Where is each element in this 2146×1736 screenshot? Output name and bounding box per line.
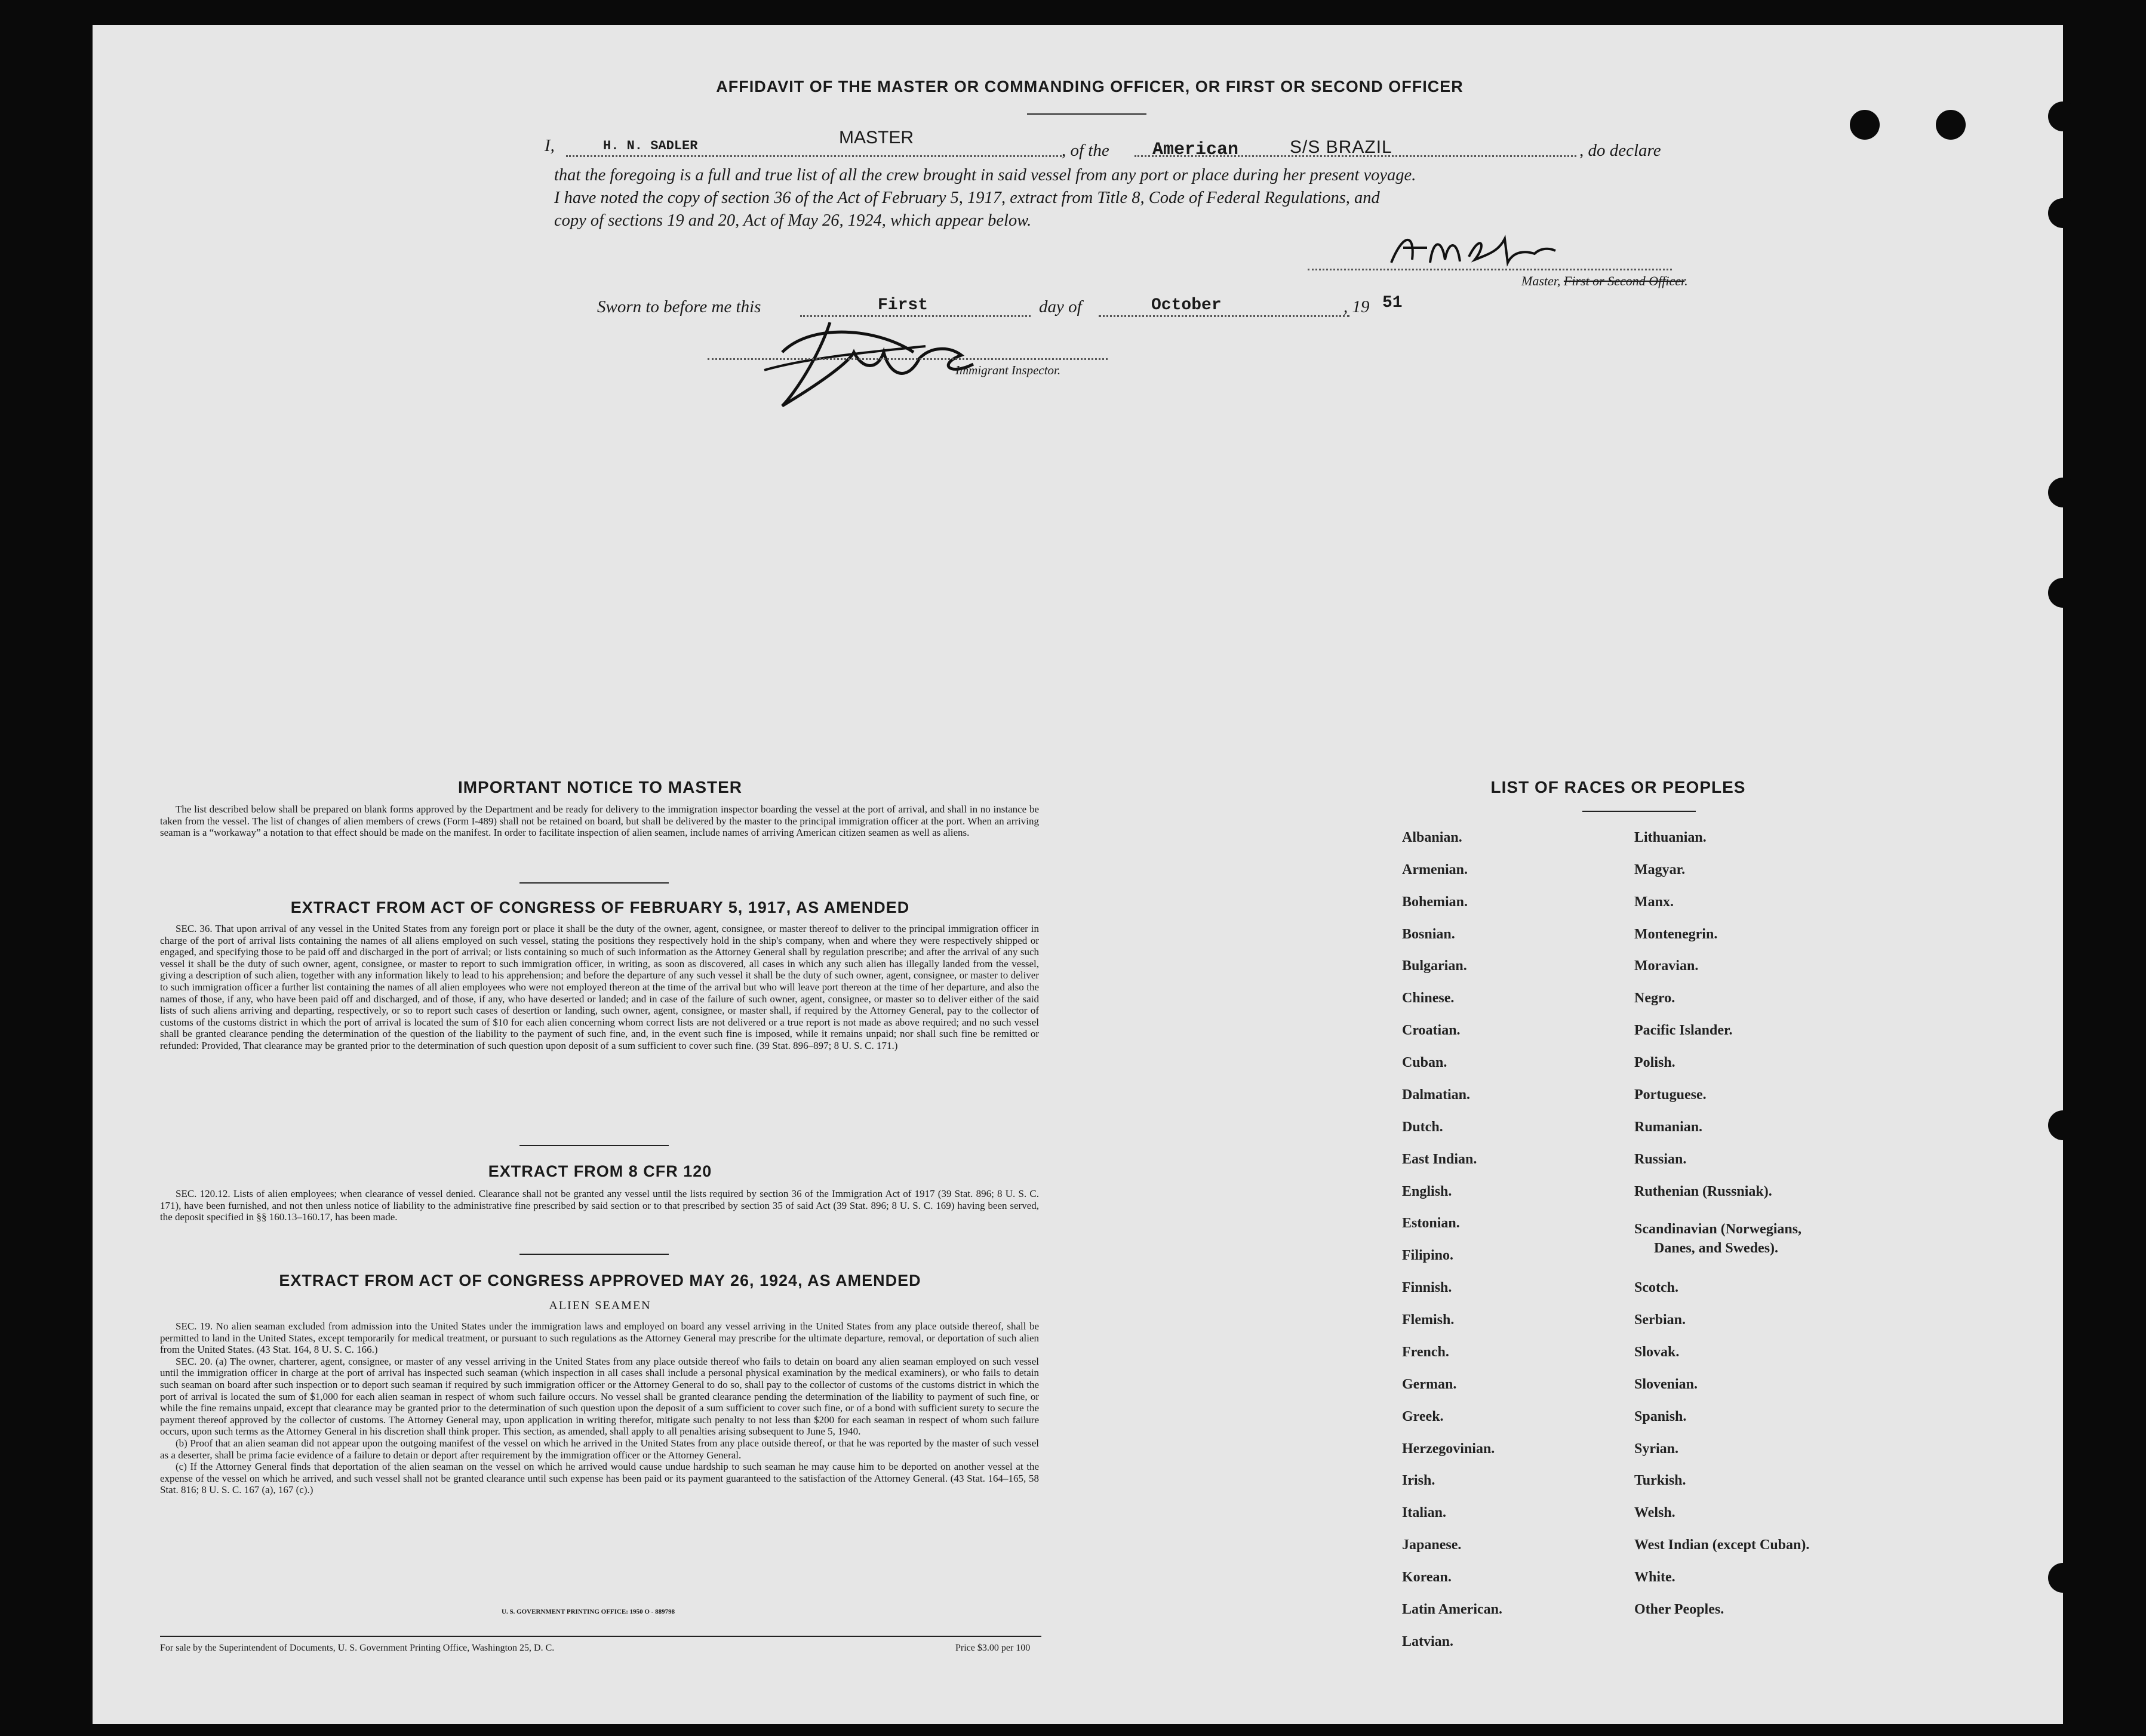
race-item: Serbian. <box>1634 1312 1686 1328</box>
extract-1924-sec20b: (b) Proof that an alien seaman did not appear upon the outgoing manifest of the vessel on which he arrived in the United States from any place outside thereof, or that he was reported by the master of such vessel as a deserter, shall be prima facie evidence of a failure to detain or deport after requirement by the immigration officer or the Attorney General. <box>160 1437 1039 1461</box>
race-item: Flemish. <box>1402 1312 1455 1328</box>
race-item: Negro. <box>1634 990 1675 1006</box>
race-item: Dalmatian. <box>1402 1087 1470 1103</box>
race-item: Greek. <box>1402 1409 1444 1424</box>
race-item: Italian. <box>1402 1505 1447 1520</box>
notice-text: The list described below shall be prepared on blank forms approved by the Department and be ready for delivery to the immigration inspector boarding the vessel at the port of arrival, and shall in no instance be taken from the vessel. The list of changes of alien members of crews (Form I-489) shall not be retained on board, but shall be delivered by the master to the principal immigration officer at the port. When an arriving seaman is a “workaway” a notation to that effect should be made on the manifest. In order to facilitate inspection of alien seamen, include names of arriving American citizen seamen as well as aliens. <box>160 804 1039 839</box>
vessel-nationality: American <box>1152 140 1239 160</box>
i-label: I, <box>545 136 555 155</box>
race-item: Filipino. <box>1402 1248 1454 1263</box>
extract-1917-body <box>160 923 1039 1052</box>
race-item: Bohemian. <box>1402 894 1468 910</box>
race-item: Turkish. <box>1634 1473 1686 1488</box>
race-item: Slovak. <box>1634 1344 1680 1360</box>
gpo-imprint: U. S. GOVERNMENT PRINTING OFFICE: 1950 O - 889798 <box>502 1608 675 1615</box>
race-item: White. <box>1634 1569 1675 1585</box>
race-item: Estonian. <box>1402 1215 1460 1231</box>
race-item: Armenian. <box>1402 862 1468 878</box>
vessel-name: S/S BRAZIL <box>1290 137 1392 157</box>
race-item: Other Peoples. <box>1634 1602 1724 1617</box>
section-rule <box>519 882 669 884</box>
extract-1924-sec20a: SEC. 20. (a) The owner, charterer, agent, consignee, or master of any vessel arriving in the United States from any place outside thereof who fails to detain on board any alien seaman employed on such vessel until the immigration officer in charge at the port of arrival has inspected such seaman (which inspection in all cases shall include a personal physical examination by the medical examiners), or who fails to detain such seaman on board after such inspection or to deport such seaman if required by such immigration officer or the Attorney General to do so, shall pay to the collector of customs of the customs district in which the port of arrival is located the sum of $1,000 for each alien seaman in respect of whom such failure occurs. No vessel shall be granted clearance pending the determination of the liability to payment of such fine, or while the fine remains unpaid, except that clearance may be granted prior to the determination of such question upon the deposit of a sum sufficient to cover such fine, or of a bond with sufficient surety to secure the payment thereof approved by the collector of customs. The Attorney General may, upon application in writing therefor, mitigate such penalty to not less than $200 for each seaman in respect of whom such failure occurs, upon such terms as the Attorney General in his discretion shall think proper. This section, as amended, shall apply to all penalties arising subsequent to June 5, 1940. <box>160 1355 1039 1438</box>
race-item: Scandinavian (Norwegians, <box>1634 1221 1802 1237</box>
extract-1924-subtitle: ALIEN SEAMEN <box>549 1299 651 1312</box>
sworn-month-line <box>1099 298 1349 317</box>
race-item: Cuban. <box>1402 1055 1447 1070</box>
extract-1924-sec19: SEC. 19. No alien seaman excluded from admission into the United States under the immigration laws and employed on board any vessel arriving in the United States from any place outside thereof, shall be permitted to land in the United States, except temporarily for medical treatment, or pursuant to such regulations as the Attorney General may prescribe for the ultimate departure, removal, or deportation of such alien from the United States. (43 Stat. 164, 8 U. S. C. 166.) <box>160 1321 1039 1356</box>
punch-hole <box>2048 478 2078 507</box>
of-the-label: , of the <box>1062 141 1109 160</box>
race-item: Russian. <box>1634 1152 1687 1167</box>
race-item: Latin American. <box>1402 1602 1502 1617</box>
extract-cfr-title: EXTRACT FROM 8 CFR 120 <box>488 1162 712 1180</box>
race-item: Pacific Islander. <box>1634 1023 1733 1038</box>
race-item: Lithuanian. <box>1634 830 1707 845</box>
day-of-label: day of <box>1039 297 1082 316</box>
notice-title: IMPORTANT NOTICE TO MASTER <box>457 778 743 796</box>
race-item: East Indian. <box>1402 1152 1477 1167</box>
race-item: Bulgarian. <box>1402 958 1467 974</box>
races-rule <box>1582 811 1696 812</box>
race-item: Welsh. <box>1634 1505 1675 1520</box>
race-item: Spanish. <box>1634 1409 1687 1424</box>
footer-for-sale: For sale by the Superintendent of Documents, U. S. Government Printing Office, Washington 25, D. C. <box>160 1643 555 1653</box>
notice-body <box>160 804 1039 839</box>
affidavit-line-3: I have noted the copy of section 36 of the Act of February 5, 1917, extract from Title 8, Code of Federal Regulations, and <box>554 189 1380 207</box>
race-item: Dutch. <box>1402 1119 1443 1135</box>
race-item: Polish. <box>1634 1055 1675 1070</box>
sworn-month: October <box>1151 296 1222 315</box>
inspector-signature-line <box>708 346 1108 360</box>
race-item: Albanian. <box>1402 830 1462 845</box>
punch-hole <box>1850 110 1880 140</box>
race-item: Slovenian. <box>1634 1377 1698 1392</box>
section-rule <box>519 1145 669 1146</box>
signer-struck-text: First or Second Officer <box>1563 273 1685 288</box>
race-item: Herzegovinian. <box>1402 1441 1495 1457</box>
affidavit-line-4: copy of sections 19 and 20, Act of May 26, 1924, which appear below. <box>554 211 1032 230</box>
race-item: West Indian (except Cuban). <box>1634 1537 1810 1553</box>
do-declare-label: , do declare <box>1579 141 1661 160</box>
punch-hole <box>1936 110 1966 140</box>
race-item: Chinese. <box>1402 990 1455 1006</box>
race-item: Montenegrin. <box>1634 927 1718 942</box>
punch-hole <box>2048 1563 2078 1593</box>
race-item: Rumanian. <box>1634 1119 1703 1135</box>
extract-1917-text: SEC. 36. That upon arrival of any vessel in the United States from any foreign port or place it shall be the duty of the owner, agent, consignee, or master thereof to deliver to the principal immigration officer in charge of the port of arrival lists containing the names of all aliens employed on such vessel, stating the positions they respectively hold in the ship's company, when and where they were respectively shipped or engaged, and specifying those to be paid off and discharged in the port of arrival; or lists containing so much of such information as the Attorney General shall by regulation prescribe; and after the arrival of any such vessel it shall be the duty of such owner, agent, consignee, or master to report to such immigration officer, in writing, as soon as discovered, all cases in which any such alien has illegally landed from the vessel, giving a description of such alien, together with any information likely to lead to his apprehension; and before the departure of any such vessel it shall be the duty of such owner, agent, consignee, or master to deliver to such immigration officer a further list containing the names of all alien employees who were not employed thereon at the time of the arrival but who will leave port thereon at the time of her departure, and also the names of those, if any, who have been paid off and discharged, and of those, if any, who have deserted or landed; and in case of the failure of such owner, agent, consignee, or master so to deliver either of the said lists of such aliens arriving and departing, respectively, or so to report such cases of desertion or landing, such owner, agent, consignee, or master shall, if required by the Attorney General, pay to the collector of customs of the customs district in which the port of arrival is located the sum of $10 for each alien concerning whom correct lists are not delivered or a true report is not made as above required; and no such vessel shall be granted clearance pending the determination of the question of the liability to the payment of such fine, and, in the event such fine is imposed, while it remains unpaid; nor shall such fine be remitted or refunded: Provided, That clearance may be granted prior to the determination of such question upon deposit of a sum sufficient to cover such fine. (39 Stat. 896–897; 8 U. S. C. 171.) <box>160 923 1039 1051</box>
sworn-label: Sworn to before me this <box>597 297 761 316</box>
race-item: Bosnian. <box>1402 927 1455 942</box>
punch-hole <box>2048 198 2078 228</box>
race-item: Latvian. <box>1402 1634 1454 1649</box>
sworn-day: First <box>878 296 929 315</box>
race-item: Croatian. <box>1402 1023 1461 1038</box>
footer-rule <box>160 1636 1041 1637</box>
section-rule <box>519 1254 669 1255</box>
race-item: Korean. <box>1402 1569 1452 1585</box>
race-item: English. <box>1402 1184 1452 1199</box>
race-item: Scotch. <box>1634 1280 1678 1295</box>
affidavit-line-2: that the foregoing is a full and true list of all the crew brought in said vessel from any port or place during her present voyage. <box>554 166 1416 184</box>
punch-hole <box>2048 1110 2078 1140</box>
punch-hole <box>2048 101 2078 131</box>
master-rank: MASTER <box>839 128 914 147</box>
race-item: Finnish. <box>1402 1280 1452 1295</box>
race-item: Danes, and Swedes). <box>1654 1241 1779 1256</box>
signer-caption <box>1521 273 1688 289</box>
race-item: German. <box>1402 1377 1457 1392</box>
race-item: Manx. <box>1634 894 1674 910</box>
signer-end: . <box>1684 273 1688 288</box>
race-item: Syrian. <box>1634 1441 1679 1457</box>
extract-cfr-body <box>160 1188 1039 1223</box>
extract-1924-sec20c: (c) If the Attorney General finds that deportation of the alien seaman on the vessel on which he arrived would cause undue hardship to such seaman he may cause him to be deported on another vessel at the expense of the vessel on which he arrived, and such vessel shall not be granted clearance until such expense has been paid or its payment guaranteed to the satisfaction of the Attorney General. (43 Stat. 164–165, 58 Stat. 816; 8 U. S. C. 167 (a), 167 (c).) <box>160 1461 1039 1496</box>
year-prefix: , 19 <box>1343 297 1370 316</box>
extract-1917-title: EXTRACT FROM ACT OF CONGRESS OF FEBRUARY 5, 1917, AS AMENDED <box>290 898 910 916</box>
title-rule <box>1027 113 1146 115</box>
master-signature-line <box>1308 257 1672 270</box>
race-item: Ruthenian (Russniak). <box>1634 1184 1772 1199</box>
punch-hole <box>2048 578 2078 608</box>
race-item: Irish. <box>1402 1473 1435 1488</box>
footer-price: Price $3.00 per 100 <box>955 1643 1031 1653</box>
race-item: Magyar. <box>1634 862 1686 878</box>
inspector-caption: Immigrant Inspector. <box>955 363 1061 377</box>
master-name: H. N. SADLER <box>603 138 698 153</box>
race-item: Portuguese. <box>1634 1087 1707 1103</box>
race-item: French. <box>1402 1344 1449 1360</box>
race-item: Japanese. <box>1402 1537 1462 1553</box>
races-title: LIST OF RACES OR PEOPLES <box>1490 778 1746 796</box>
race-item: Moravian. <box>1634 958 1699 974</box>
extract-cfr-text: SEC. 120.12. Lists of alien employees; when clearance of vessel denied. Clearance shall not be granted any vessel until the lists required by section 36 of the Immigration Act of 1917 (39 Stat. 896; 8 U. S. C. 171), have been furnished, and not then unless notice of liability to the administrative fine prescribed by said section or to that prescribed by section 35 of said Act (39 Stat. 896; 8 U. S. C. 169) having been served, the deposit specified in §§ 160.13–160.17, has been made. <box>160 1188 1039 1223</box>
sworn-year: 51 <box>1382 294 1403 312</box>
extract-1924-title: EXTRACT FROM ACT OF CONGRESS APPROVED MAY 26, 1924, AS AMENDED <box>279 1272 921 1289</box>
signer-master-label: Master, <box>1521 273 1561 288</box>
extract-1924-body <box>160 1321 1039 1496</box>
affidavit-title: AFFIDAVIT OF THE MASTER OR COMMANDING OFFICER, OR FIRST OR SECOND OFFICER <box>716 78 1464 96</box>
